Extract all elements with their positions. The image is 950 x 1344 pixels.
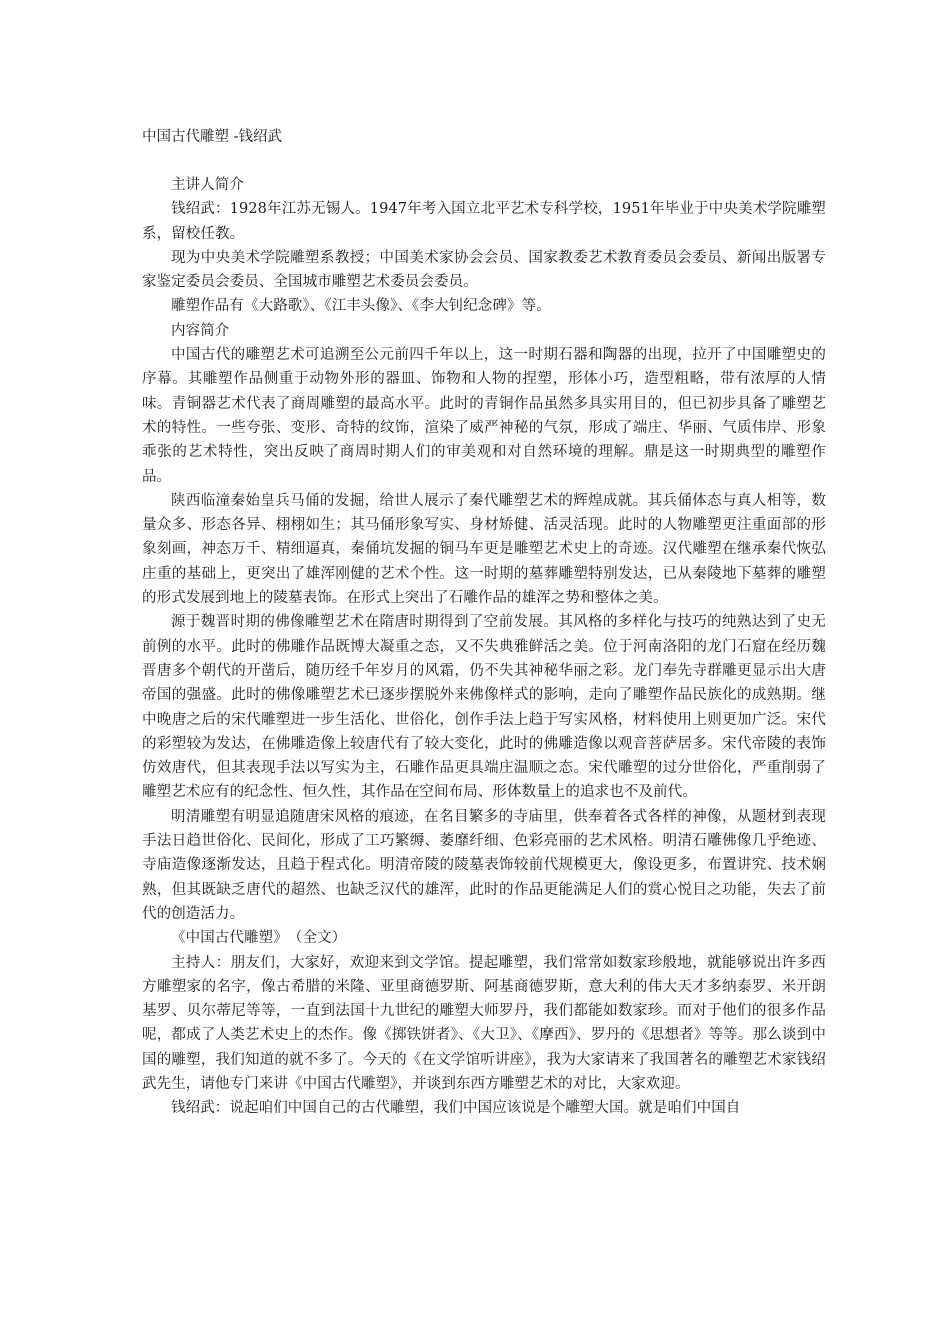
section-heading-speaker: 主讲人简介	[171, 177, 244, 193]
paragraph-host-intro: 主持人：朋友们，大家好，欢迎来到文学馆。提起雕塑，我们常常如数家珍般地，就能够说出许多西方雕塑家的名字，像古希腊的米隆、亚里商德罗斯、阿基商德罗斯，意大利的伟大天才多纳泰罗、米开朗基罗、贝尔蒂尼等等，一直到法国十九世纪的雕塑大师罗丹，我们都能如数家珍。而对于他们的很多作品呢，都成了人类艺术史上的杰作。像《掷铁饼者》、《大卫》、《摩西》、罗丹的《思想者》等等。那么谈到中国的雕塑，我们知道的就不多了。今天的《在文学馆听讲座》，我为大家请来了我国著名的雕塑艺术家钱绍武先生，请他专门来讲《中国古代雕塑》，并谈到东西方雕塑艺术的对比，大家欢迎。	[142, 954, 826, 1092]
paragraph-speaker-works: 雕塑作品有《大路歌》、《江丰头像》、《李大钊纪念碑》等。	[171, 298, 551, 315]
paragraph-sui-tang-song: 源于魏晋时期的佛像雕塑艺术在隋唐时期得到了空前发展。其风格的多样化与技巧的纯熟达到了史无前例的水平。此时的佛雕作品既博大凝重之态，又不失典雅鲜活之美。位于河南洛阳的龙门石窟在经历魏晋唐多个朝代的开凿后，随历经千年岁月的风霜，仍不失其神秘华丽之彩。龙门奉先寺群雕更显示出大唐帝国的强盛。此时的佛像雕塑艺术已逐步摆脱外来佛像样式的影响，走向了雕塑作品民族化的成熟期。继中晚唐之后的宋代雕塑进一步生活化、世俗化，创作手法上趋于写实风格，材料使用上则更加广泛。宋代的彩塑较为发达，在佛雕造像上较唐代有了较大变化，此时的佛雕造像以观音菩萨居多。宋代帝陵的表饰仿效唐代，但其表现手法以写实为主，石雕作品更具端庄温顺之态。宋代雕塑的过分世俗化，严重削弱了雕塑艺术应有的纪念性、恒久性，其作品在空间布局、形体数量上的追求也不及前代。	[142, 614, 826, 801]
paragraph-qin-han: 陕西临潼秦始皇兵马俑的发掘，给世人展示了秦代雕塑艺术的辉煌成就。其兵俑体态与真人相等，数量众多、形态各异、栩栩如生；其马俑形象写实、身材矫健、活灵活现。此时的人物雕塑更注重面部的形象刻画，神态万千、精细逼真，秦俑坑发掘的铜马车更是雕塑艺术史上的奇迹。汉代雕塑在继承秦代恢弘庄重的基础上，更突出了雄浑刚健的艺术个性。这一时期的墓葬雕塑特别发达，已从秦陵地下墓葬的雕塑的形式发展到地上的陵墓表饰。在形式上突出了石雕作品的雄浑之势和整体之美。	[142, 492, 826, 607]
paragraph-speaker-start: 钱绍武：说起咱们中国自己的古代雕塑，我们中国应该说是个雕塑大国。就是咱们中国自	[171, 1100, 741, 1117]
paragraph-ancient-bronze: 中国古代的雕塑艺术可追溯至公元前四千年以上，这一时期石器和陶器的出现，拉开了中国雕塑史的序幕。其雕塑作品侧重于动物外形的器皿、饰物和人物的捏塑，形体小巧，造型粗略，带有浓厚的人情味。青铜器艺术代表了商周雕塑的最高水平。此时的青铜作品虽然多具实用目的，但已初步具备了雕塑艺术的特性。一些夸张、变形、奇特的纹饰，渲染了威严神秘的气氛，形成了端庄、华丽、气质伟岸、形象乖张的艺术特性，突出反映了商周时期人们的审美观和对自然环境的理解。鼎是这一时期典型的雕塑作品。	[142, 347, 826, 485]
paragraph-speaker-positions: 现为中央美术学院雕塑系教授；中国美术家协会会员、国家教委艺术教育委员会委员、新闻出版署专家鉴定委员会委员、全国城市雕塑艺术委员会委员。	[142, 249, 826, 291]
paragraph-speaker-bio: 钱绍武：1928年江苏无锡人。1947年考入国立北平艺术专科学校，1951年毕业于中央美术学院雕塑系，留校任教。	[142, 201, 826, 242]
document-title: 中国古代雕塑 -钱绍武	[142, 129, 283, 145]
section-heading-content: 内容简介	[171, 322, 230, 339]
section-heading-fulltext: 《中国古代雕塑》 （全文）	[171, 930, 347, 947]
document-body	[142, 173, 826, 1121]
paragraph-ming-qing: 明清雕塑有明显追随唐宋风格的痕迹，在名目繁多的寺庙里，供奉着各式各样的神像，从题材到表现手法日趋世俗化、民间化，形成了工巧繁缛、萎靡纤细、色彩亮丽的艺术风格。明清石雕佛像几乎绝迹、寺庙造像逐渐发达，且趋于程式化。明清帝陵的陵墓表饰较前代规模更大，像设更多，布置讲究、技术娴熟，但其既缺乏唐代的超然、也缺乏汉代的雄浑，此时的作品更能满足人们的赏心悦目之功能，失去了前代的创造活力。	[142, 808, 826, 922]
